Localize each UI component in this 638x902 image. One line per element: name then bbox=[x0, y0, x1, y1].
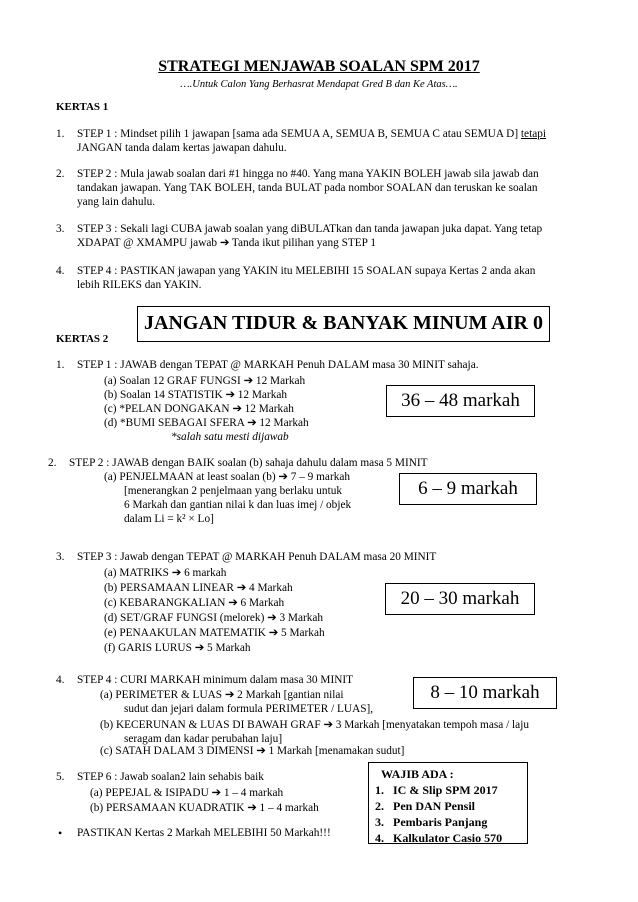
wajib-item-number: 4. bbox=[375, 831, 384, 845]
document-title: STRATEGI MENJAWAB SOALAN SPM 2017 bbox=[158, 58, 480, 75]
list-item-continued: 6 Markah dan gantian nilai k dan luas imej / objek bbox=[124, 499, 352, 511]
list-item: (d) *BUMI SEBAGAI SFERA ➔ 12 Markah bbox=[104, 417, 309, 429]
step-text: STEP 1 : Mindset pilih 1 jawapan [sama ada SEMUA A, SEMUA B, SEMUA C atau SEMUA D] tetapi bbox=[77, 128, 547, 140]
list-item: (f) GARIS LURUS ➔ 5 Markah bbox=[104, 642, 251, 654]
step-number: 3. bbox=[56, 223, 65, 235]
note: *salah satu mesti dijawab bbox=[171, 431, 289, 443]
step-text: tandakan jawapan. Yang TAK BOLEH, tanda BULAT pada nombor SOALAN dan teruskan ke soalan bbox=[77, 182, 538, 194]
step-title: STEP 1 : JAWAB dengan TEPAT @ MARKAH Penuh DALAM masa 30 MINIT sahaja. bbox=[77, 359, 479, 371]
marks-box bbox=[386, 385, 535, 417]
marks-text: 36 – 48 markah bbox=[401, 390, 520, 411]
wajib-item bbox=[375, 798, 521, 814]
wajib-item-text: Pen DAN Pensil bbox=[393, 799, 475, 813]
wajib-item-number: 1. bbox=[375, 783, 384, 797]
step-text: STEP 4 : PASTIKAN jawapan yang YAKIN itu MELEBIHI 15 SOALAN supaya Kertas 2 anda akan bbox=[77, 265, 536, 277]
bullet-text: PASTIKAN Kertas 2 Markah MELEBIHI 50 Markah!!! bbox=[77, 827, 331, 839]
wajib-ada-box bbox=[368, 762, 528, 844]
step-number: 3. bbox=[56, 551, 65, 563]
marks-box bbox=[399, 473, 537, 505]
kertas2-heading: KERTAS 2 bbox=[56, 333, 109, 345]
step-number: 1. bbox=[56, 359, 65, 371]
step-text: yang lain dahulu. bbox=[77, 196, 156, 208]
step-title: STEP 4 : CURI MARKAH minimum dalam masa 30 MINIT bbox=[77, 674, 354, 686]
step-number: 4. bbox=[56, 674, 65, 686]
list-item: (a) PEPEJAL & ISIPADU ➔ 1 – 4 markah bbox=[90, 787, 284, 799]
list-item: (a) MATRIKS ➔ 6 markah bbox=[104, 567, 227, 579]
wajib-item-number: 2. bbox=[375, 799, 384, 813]
banner-box bbox=[137, 306, 550, 342]
list-item-continued: [menerangkan 2 penjelmaan yang berlaku untuk bbox=[124, 485, 343, 497]
step-number: 4. bbox=[56, 265, 65, 277]
wajib-item-number: 3. bbox=[375, 815, 384, 829]
step-title: STEP 2 : JAWAB dengan BAIK soalan (b) sahaja dahulu dalam masa 5 MINIT bbox=[69, 457, 428, 469]
step-text: STEP 2 : Mula jawab soalan dari #1 hingga no #40. Yang mana YAKIN BOLEH jawab sila jawab dan bbox=[77, 168, 539, 180]
step-text: STEP 3 : Sekali lagi CUBA jawab soalan yang diBULATkan dan tanda jawapan juka dapat. Yang tetap bbox=[77, 223, 543, 235]
step-title: STEP 6 : Jawab soalan2 lain sehabis baik bbox=[77, 771, 264, 783]
wajib-item-text: IC & Slip SPM 2017 bbox=[393, 783, 498, 797]
step-number: 1. bbox=[56, 128, 65, 140]
list-item-continued: seragam dan kadar perubahan laju] bbox=[124, 733, 283, 745]
step-text: lebih RILEKS dan YAKIN. bbox=[77, 279, 202, 291]
list-item: (a) PERIMETER & LUAS ➔ 2 Markah [gantian nilai bbox=[100, 689, 344, 701]
list-item-continued: dalam Li = k² × Lo] bbox=[124, 513, 214, 525]
kertas1-heading: KERTAS 1 bbox=[56, 101, 109, 113]
step-text: XDAPAT @ XMAMPU jawab ➔ Tanda ikut pilihan yang STEP 1 bbox=[77, 237, 376, 249]
step-text: JANGAN tanda dalam kertas jawapan dahulu. bbox=[77, 142, 287, 154]
list-item: (e) PENAAKULAN MATEMATIK ➔ 5 Markah bbox=[104, 627, 325, 639]
marks-text: 6 – 9 markah bbox=[418, 478, 518, 499]
marks-box bbox=[413, 677, 557, 709]
list-item: (b) PERSAMAAN LINEAR ➔ 4 Markah bbox=[104, 582, 293, 594]
list-item-continued: sudut dan jejari dalam formula PERIMETER / LUAS], bbox=[124, 703, 374, 715]
list-item: (a) Soalan 12 GRAF FUNGSI ➔ 12 Markah bbox=[104, 375, 306, 387]
tetapi-underlined: tetapi bbox=[520, 128, 547, 140]
list-item: (b) PERSAMAAN KUADRATIK ➔ 1 – 4 markah bbox=[90, 802, 319, 814]
bullet-icon: • bbox=[58, 826, 63, 840]
step-number: 2. bbox=[56, 168, 65, 180]
list-item: (b) Soalan 14 STATISTIK ➔ 12 Markah bbox=[104, 389, 288, 401]
step-number: 2. bbox=[48, 457, 57, 469]
list-item: (d) SET/GRAF FUNGSI (melorek) ➔ 3 Markah bbox=[104, 612, 324, 624]
wajib-item bbox=[375, 782, 521, 798]
wajib-item bbox=[375, 814, 521, 830]
wajib-item-text: Kalkulator Casio 570 bbox=[393, 831, 503, 845]
step-title: STEP 3 : Jawab dengan TEPAT @ MARKAH Penuh DALAM masa 20 MINIT bbox=[77, 551, 437, 563]
list-item: (c) SATAH DALAM 3 DIMENSI ➔ 1 Markah [menamakan sudut] bbox=[100, 745, 405, 757]
list-item: (c) *PELAN DONGAKAN ➔ 12 Markah bbox=[104, 403, 294, 415]
step-number: 5. bbox=[56, 771, 65, 783]
document-subtitle: ….Untuk Calon Yang Berhasrat Mendapat Gred B dan Ke Atas…. bbox=[180, 79, 458, 90]
banner-text: JANGAN TIDUR & BANYAK MINUM AIR 0 bbox=[144, 312, 543, 334]
list-item: (b) KECERUNAN & LUAS DI BAWAH GRAF ➔ 3 Markah [menyatakan tempoh masa / laju bbox=[100, 719, 529, 731]
marks-box bbox=[385, 583, 535, 615]
marks-text: 8 – 10 markah bbox=[430, 682, 540, 703]
list-item: (c) KEBARANGKALIAN ➔ 6 Markah bbox=[104, 597, 285, 609]
marks-text: 20 – 30 markah bbox=[400, 588, 520, 609]
wajib-item bbox=[375, 830, 521, 846]
list-item: (a) PENJELMAAN at least soalan (b) ➔ 7 – 9 markah bbox=[104, 471, 351, 483]
wajib-title: WAJIB ADA : bbox=[381, 767, 454, 781]
wajib-item-text: Pembaris Panjang bbox=[393, 815, 488, 829]
